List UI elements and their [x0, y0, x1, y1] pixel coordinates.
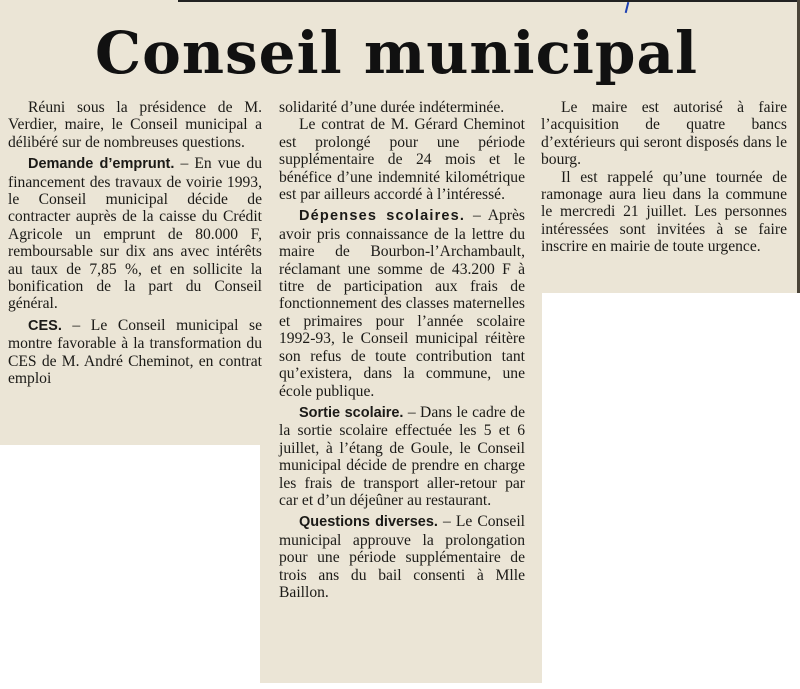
section-loan: [8, 155, 262, 313]
section-heading: Sortie scolaire.: [299, 404, 404, 421]
column-1: [8, 99, 262, 388]
contract-paragraph: Le contrat de M. Gérard Cheminot est prolongé pour une période supplémentaire de 24 mois et le bénéfice d’une indemnité kilométrique est par ailleurs accordé à l’intéressé.: [279, 116, 525, 204]
headline: Conseil municipal: [95, 19, 699, 87]
section-school-expenses: [279, 207, 525, 399]
continued-paragraph: solidarité d’une durée indéterminée.: [279, 99, 505, 116]
section-body: – Dans le cadre de la sortie scolaire effectuée les 5 et 6 juillet, à l’étang de Goule, le Conseil municipal décide de prendre en charge les frais de transport aller-retour par car et d’un déjeûner au restaurant.: [279, 403, 526, 509]
section-body: – Après avoir pris connaissance de la lettre du maire de Bourbon-l’Archambault, réclamant une somme de 43.200 F à titre de participation aux frais de fonctionnement des classes maternelles et primaires pour l’année scolaire 1992-93, le Conseil municipal réitère son refus de toute contribution tant qu’existera, dans la commune, une école publique.: [279, 207, 525, 400]
section-body: – Le Conseil municipal approuve la prolongation pour une période supplémentaire de trois ans du bail consenti à Mlle Baillon.: [279, 513, 526, 601]
chimney-paragraph: Il est rappelé qu’une tournée de ramonage aura lieu dans la commune le mercredi 21 juillet. Les personnes intéressées sont invitées à se faire inscrire en mairie de toute urgence.: [541, 168, 787, 256]
column-2: [279, 99, 525, 601]
top-rule: [178, 0, 798, 2]
section-ces: [8, 317, 262, 388]
section-heading: Questions diverses.: [299, 514, 438, 531]
benches-paragraph: Le maire est autorisé à faire l’acquisition de quatre bancs d’extérieurs qui seront disposés dans le bourg.: [541, 99, 787, 169]
section-heading: CES.: [28, 317, 62, 334]
section-misc: [279, 513, 525, 601]
section-body: – En vue du financement des travaux de voirie 1993, le Conseil municipal décide de contracter auprès de la caisse du Crédit Agricole un emprunt de 80.000 F, remboursable sur dix ans avec intérêts au taux de 7,85 %, et en sollicite la bonification de la part du Conseil général.: [8, 155, 262, 313]
column-3: [541, 99, 787, 256]
intro-paragraph: Réuni sous la présidence de M. Verdier, maire, le Conseil municipal a délibéré sur de nombreuses questions.: [8, 99, 262, 151]
section-school-trip: [279, 404, 525, 509]
section-heading: Dépenses scolaires.: [299, 208, 466, 225]
section-heading: Demande d’emprunt.: [28, 156, 175, 173]
section-body: – Le Conseil municipal se montre favorable à la transformation du CES de M. André Cheminot, en contrat emploi: [8, 316, 262, 388]
